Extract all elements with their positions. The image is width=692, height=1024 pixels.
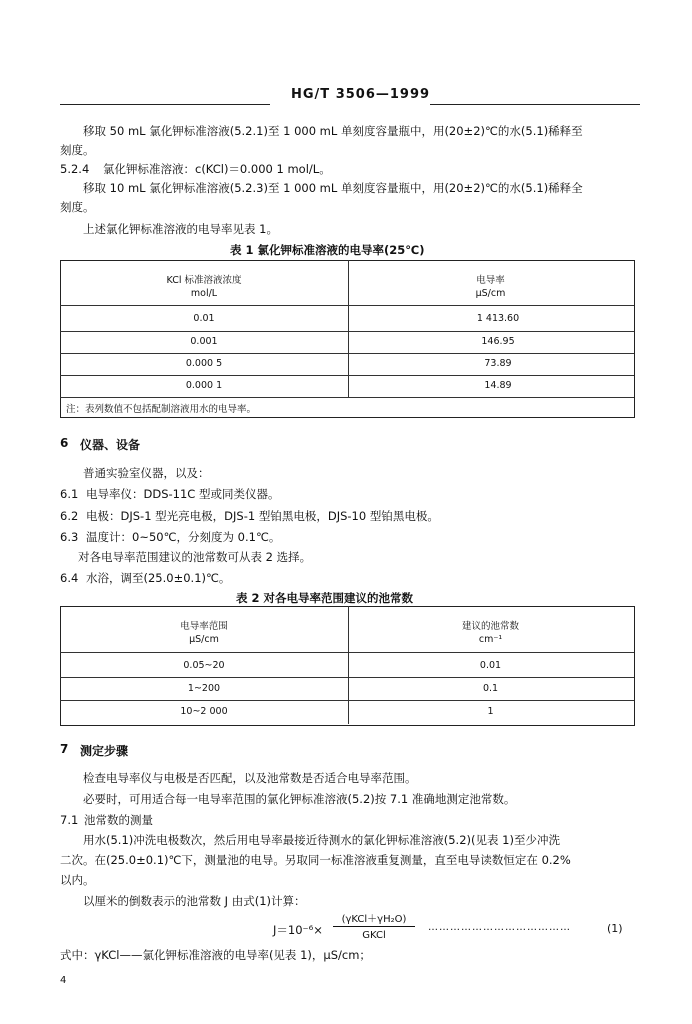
- table1-cell-conc: 0.000 5: [185, 358, 223, 369]
- formula-fraction-bar: [333, 926, 415, 927]
- clause-7-1-number: 7.1: [60, 813, 79, 827]
- clause-6-4-number: 6.4: [60, 571, 79, 585]
- clause-6-4-text: 水浴，调至(25.0±0.1)℃。: [86, 571, 231, 585]
- table1-row-rule: [60, 397, 634, 398]
- table2-cell-range: 0.05~20: [183, 660, 225, 671]
- formula-denominator: GKCl: [362, 930, 386, 941]
- clause-5-2-4-title: 氯化钾标准溶液：c(KCl)＝0.000 1 mol/L。: [103, 162, 331, 176]
- section-7-number: 7: [60, 742, 69, 756]
- section-7-para1: 检查电导率仪与电极是否匹配，以及池常数是否适合电导率范围。: [83, 771, 417, 785]
- section-7-para2: 必要时，可用适合每一电导率范围的氯化钾标准溶液(5.2)按 7.1 准确地测定池常数。: [83, 792, 516, 806]
- table2-col1-unit: μS/cm: [189, 634, 219, 645]
- header-rule-left: [60, 104, 270, 105]
- standard-code-header: HG/T 3506—1999: [291, 87, 431, 102]
- table2-cell-constant: 0.1: [482, 683, 499, 694]
- table1-row-rule: [60, 331, 634, 332]
- table1-col2-unit: μS/cm: [475, 288, 506, 299]
- clause-6-2-number: 6.2: [60, 509, 79, 523]
- clause-6-3-number: 6.3: [60, 530, 79, 544]
- table1-cell-conc: 0.01: [193, 313, 215, 324]
- formula-label: (1): [607, 922, 623, 935]
- clause-6-3-text: 温度计：0~50℃，分刻度为 0.1℃。: [86, 530, 281, 544]
- table1-col1-unit: mol/L: [190, 288, 218, 299]
- formula-numerator: (γKCl＋γH₂O): [341, 914, 407, 925]
- table2-cell-constant: 1: [487, 706, 494, 717]
- table2-col2-header: 建议的池常数: [461, 621, 519, 632]
- table1-header-rule: [60, 305, 634, 306]
- table2-row-rule: [60, 700, 634, 701]
- clause-6-2-text: 电极：DJS-1 型光亮电极，DJS-1 型铂黑电极，DJS-10 型铂黑电极。: [86, 509, 439, 523]
- section-6-number: 6: [60, 436, 69, 450]
- table1-cell-cond: 1 413.60: [476, 313, 520, 324]
- table2-cell-range: 10~2 000: [180, 706, 228, 717]
- formula-leader: …………………………………: [428, 922, 571, 933]
- section-7-para3-line1: 用水(5.1)冲洗电极数次，然后用电导率最接近待测水的氯化钾标准溶液(5.2)(见表 1)至少冲洗: [83, 833, 560, 847]
- clause-6-1-number: 6.1: [60, 487, 79, 501]
- clause-6-1-text: 电导率仪：DDS-11C 型或同类仪器。: [86, 487, 280, 501]
- table1-cell-cond: 14.89: [484, 380, 512, 391]
- table1-col2-header: 电导率: [476, 275, 505, 286]
- table2-col1-header: 电导率范围: [180, 621, 228, 632]
- page-number: 4: [60, 975, 67, 986]
- section-7-title: 测定步骤: [80, 744, 129, 758]
- table1-cell-conc: 0.001: [190, 336, 218, 347]
- formula-lhs: J＝10⁻⁶×: [273, 923, 323, 937]
- table1-row-rule: [60, 375, 634, 376]
- table1-row-rule: [60, 353, 634, 354]
- para-5-2-3-cont: 刻度。: [60, 143, 95, 157]
- section-6-intro: 普通实验室仪器，以及：: [83, 466, 210, 480]
- table2-cell-constant: 0.01: [479, 660, 502, 671]
- table2-intro: 对各电导率范围建议的池常数可从表 2 选择。: [78, 550, 312, 564]
- table2-row-rule: [60, 677, 634, 678]
- table1-intro: 上述氯化钾标准溶液的电导率见表 1。: [83, 222, 278, 236]
- table2-caption: 表 2 对各电导率范围建议的池常数: [236, 591, 414, 605]
- table1-cell-cond: 73.89: [484, 358, 512, 369]
- section-7-para4: 以厘米的倒数表示的池常数 J 由式(1)计算：: [83, 894, 306, 908]
- section-7-para3-line2: 二次。在(25.0±0.1)℃下，测量池的电导。另取同一标准溶液重复测量，直至电导读数恒定在 0.2%: [60, 853, 571, 867]
- table1-cell-conc: 0.000 1: [185, 380, 223, 391]
- table1-note: 注：表列数值不包括配制溶液用水的电导率。: [66, 404, 257, 415]
- para-5-2-4: 移取 10 mL 氯化钾标准溶液(5.2.3)至 1 000 mL 单刻度容量瓶中，用(20±2)℃的水(5.1)稀释全: [83, 181, 583, 195]
- table1-caption: 表 1 氯化钾标准溶液的电导率(25℃): [230, 243, 425, 257]
- para-5-2-3: 移取 50 mL 氯化钾标准溶液(5.2.1)至 1 000 mL 单刻度容量瓶中，用(20±2)℃的水(5.1)稀释至: [83, 124, 583, 138]
- table2-header-rule: [60, 652, 634, 653]
- table2-col2-unit: cm⁻¹: [478, 634, 503, 645]
- clause-5-2-4-number: 5.2.4: [60, 162, 90, 176]
- section-6-title: 仪器、设备: [80, 438, 141, 452]
- para-5-2-4-cont: 刻度。: [60, 200, 95, 214]
- table1-cell-cond: 146.95: [481, 336, 515, 347]
- header-rule-right: [430, 104, 640, 105]
- where-line: 式中：γKCl——氯化钾标准溶液的电导率(见表 1)，μS/cm；: [60, 948, 371, 962]
- table2-cell-range: 1~200: [187, 683, 221, 694]
- table1-col1-header: KCl 标准溶液浓度: [166, 275, 242, 286]
- section-7-para3-line3: 以内。: [60, 873, 95, 887]
- clause-7-1-title: 池常数的测量: [84, 813, 153, 827]
